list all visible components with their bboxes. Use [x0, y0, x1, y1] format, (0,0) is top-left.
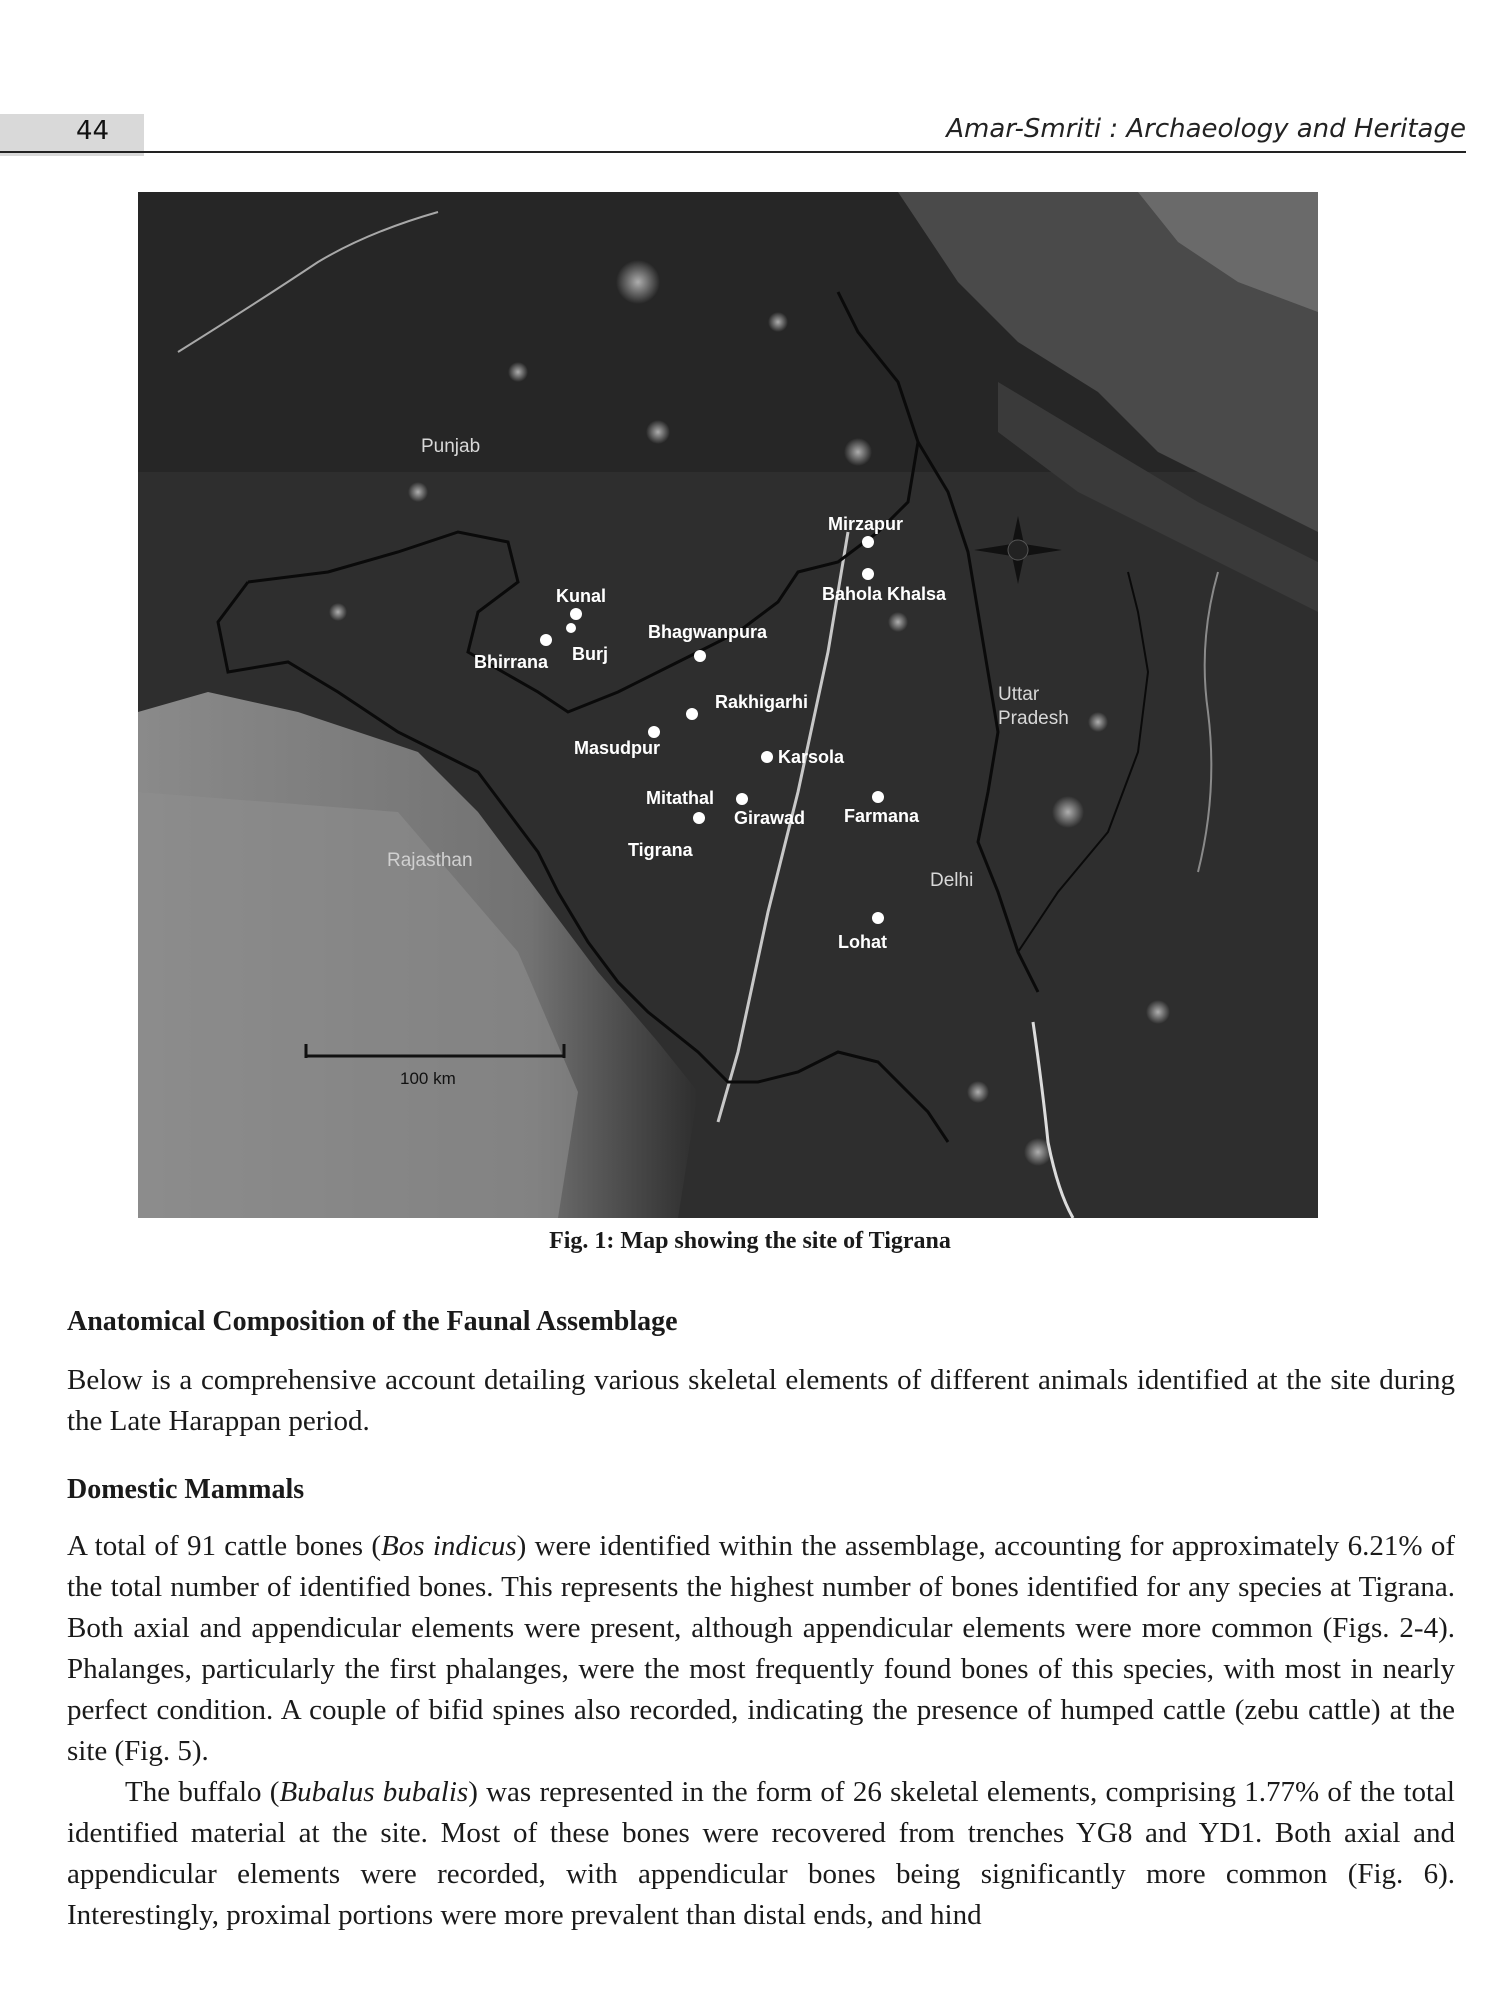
cattle-paragraph [67, 1526, 1455, 1772]
buffalo-text-start: The buffalo ( [125, 1776, 280, 1808]
site-label-bahola-khalsa: Bahola Khalsa [822, 584, 947, 604]
site-label-masudpur: Masudpur [574, 738, 661, 758]
site-dot-girawad [736, 793, 748, 805]
buffalo-text-end: ) was represented in the form of 26 skeletal elements, comprising 1.77% of the total identified material at the site. Most of these bones were recovered from trenches YG8 and YD1. Both axial and appendicular elements were recorded, with appendicular bones being significantly more common (Fig. 6). Interestingly, proximal portions were more prevalent than distal ends, and hind [67, 1776, 1455, 1931]
site-label-burj: Burj [572, 644, 608, 664]
site-label-kunal: Kunal [556, 586, 607, 606]
section-heading: Anatomical Composition of the Faunal Assemblage [67, 1306, 678, 1337]
map-figure [138, 192, 1318, 1218]
site-dot-rakhigarhi [686, 708, 698, 720]
region-label-punjab: Punjab [421, 436, 481, 457]
buffalo-species-name: Bubalus bubalis [279, 1776, 469, 1808]
site-dot-karsola [761, 751, 773, 763]
site-label-bhagwanpura: Bhagwanpura [648, 622, 768, 642]
site-label-tigrana: Tigrana [628, 840, 693, 860]
region-label-pradesh: Pradesh [998, 708, 1069, 729]
region-label-rajasthan: Rajasthan [387, 850, 473, 871]
region-label-uttar: Uttar [998, 684, 1040, 705]
satellite-map [138, 192, 1318, 1218]
site-label-mitathal: Mitathal [646, 788, 715, 808]
site-label-lohat: Lohat [838, 932, 887, 952]
site-label-mirzapur: Mirzapur [828, 514, 904, 534]
subheading-domestic-mammals: Domestic Mammals [67, 1474, 305, 1505]
site-dot-bhirrana [540, 634, 552, 646]
site-label-karsola: Karsola [778, 747, 845, 767]
scale-label: 100 km [400, 1069, 456, 1088]
site-dot-bhagwanpura [694, 650, 706, 662]
site-label-girawad: Girawad [734, 808, 806, 828]
site-dot-kunal [570, 608, 582, 620]
cattle-species-name: Bos indicus [381, 1530, 517, 1562]
site-label-farmana: Farmana [844, 806, 920, 826]
site-label-rakhigarhi: Rakhigarhi [715, 692, 809, 712]
page-number-box [0, 114, 144, 156]
site-dot-lohat [872, 912, 884, 924]
site-dot-farmana [872, 791, 884, 803]
cattle-text-end: ) were identified within the assemblage, accounting for approximately 6.21% of the total number of identified bones. This represents the highest number of bones identified for any species at Tigrana. Both axial and appendicular elements were present, although appendicular elements were more common (Figs. 2-4). Phalanges, particularly the first phalanges, were the most frequently found bones of this species, with most in nearly perfect condition. A couple of bifid spines also recorded, indicating the presence of humped cattle (zebu cattle) at the site (Fig. 5). [67, 1530, 1455, 1767]
figure-caption: Fig. 1: Map showing the site of Tigrana [549, 1228, 951, 1254]
site-label-bhirrana: Bhirrana [474, 652, 549, 672]
intro-paragraph: Below is a comprehensive account detailing various skeletal elements of different animals identified at the site during the Late Harappan period. [67, 1364, 1455, 1437]
page-number: 44 [76, 116, 110, 146]
cattle-text-start: A total of 91 cattle bones ( [67, 1530, 382, 1562]
site-dot-tigrana [693, 812, 705, 824]
site-dot-burj [566, 623, 576, 633]
region-label-delhi: Delhi [930, 870, 974, 891]
running-title: Amar-Smriti : Archaeology and Heritage [946, 114, 1466, 144]
header-rule [0, 151, 1466, 153]
site-dot-masudpur [648, 726, 660, 738]
site-dot-mirzapur [862, 536, 874, 548]
buffalo-paragraph [67, 1772, 1455, 1936]
site-dot-bahola-khalsa [862, 568, 874, 580]
